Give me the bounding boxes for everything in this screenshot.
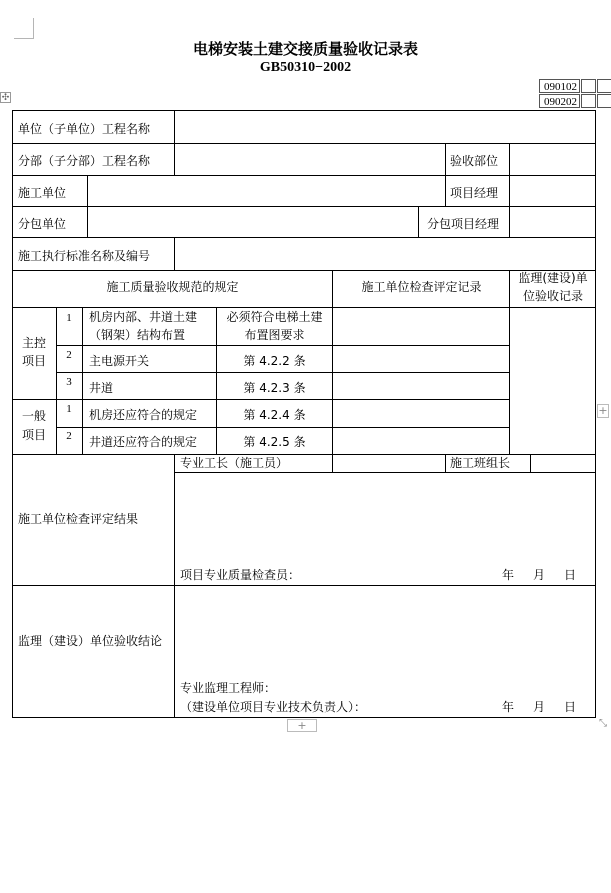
supervision-result-label: 监理（建设）单位验收结论	[18, 634, 163, 648]
unit-project-label: 单位（子单位）工程名称	[18, 122, 151, 136]
sub-project-label: 分部（子分部）工程名称	[18, 154, 151, 168]
engineer-label: 专业监理工程师：	[180, 681, 277, 695]
form-title: 电梯安装土建交接质量验收记录表	[192, 40, 418, 58]
subcontractor-label: 分包单位	[18, 217, 67, 231]
form-code-1: 090102	[539, 79, 580, 93]
item-number: 2	[66, 349, 72, 361]
add-row-button[interactable]: +	[287, 719, 317, 732]
standard-name-label: 施工执行标准名称及编号	[18, 249, 151, 263]
foreman-label: 专业工长（施工员）	[180, 456, 289, 470]
sub-project-manager-label: 分包项目经理	[427, 217, 500, 231]
item-requirement: 布置图要求	[244, 328, 305, 342]
item-requirement: 第 4.2.3 条	[243, 381, 306, 395]
general-items-label: 项目	[21, 428, 46, 442]
inspector-label: 项目专业质量检查员：	[180, 568, 301, 582]
date-month: 月	[533, 568, 546, 582]
form-code-2: 090202	[539, 94, 580, 108]
supervision-column-header: 监理(建设)单	[518, 271, 588, 285]
table-resize-icon[interactable]: ⤡	[599, 718, 607, 729]
general-items-label: 一般	[21, 409, 46, 423]
check-record-column-header: 施工单位检查评定记录	[361, 280, 482, 294]
standard-code: GB50310−2002	[259, 60, 352, 75]
table-move-handle-icon[interactable]: ✣	[1, 93, 10, 103]
main-items-label: 项目	[21, 354, 46, 368]
contractor-result-label: 施工单位检查评定结果	[18, 512, 139, 526]
item-number: 2	[66, 430, 72, 442]
item-number: 1	[66, 403, 72, 415]
add-column-button[interactable]: +	[598, 404, 608, 417]
item-number: 1	[66, 312, 72, 324]
item-requirement: 第 4.2.4 条	[243, 408, 306, 422]
date-year: 年	[502, 700, 515, 714]
item-description: 主电源开关	[89, 354, 150, 368]
supervision-column-header: 位验收记录	[522, 289, 583, 303]
item-description: 井道还应符合的规定	[89, 435, 198, 449]
acceptance-part-label: 验收部位	[450, 154, 499, 168]
main-items-label: 主控	[21, 336, 46, 350]
item-number: 3	[66, 376, 72, 388]
date-day: 日	[564, 700, 577, 714]
date-month: 月	[533, 700, 546, 714]
item-requirement: 必须符合电梯土建	[226, 310, 323, 324]
spec-column-header: 施工质量验收规范的规定	[106, 280, 239, 294]
item-description: 井道	[89, 381, 114, 395]
item-description: （钢架）结构布置	[89, 328, 186, 342]
project-manager-label: 项目经理	[450, 186, 499, 200]
owner-rep-label: （建设单位项目专业技术负责人）：	[180, 700, 367, 714]
date-day: 日	[564, 568, 577, 582]
date-year: 年	[502, 568, 515, 582]
contractor-label: 施工单位	[18, 186, 67, 200]
item-description: 机房还应符合的规定	[89, 408, 198, 422]
item-requirement: 第 4.2.2 条	[243, 354, 306, 368]
team-leader-label: 施工班组长	[450, 456, 511, 470]
item-requirement: 第 4.2.5 条	[243, 435, 306, 449]
item-description: 机房内部、井道土建	[89, 310, 198, 324]
